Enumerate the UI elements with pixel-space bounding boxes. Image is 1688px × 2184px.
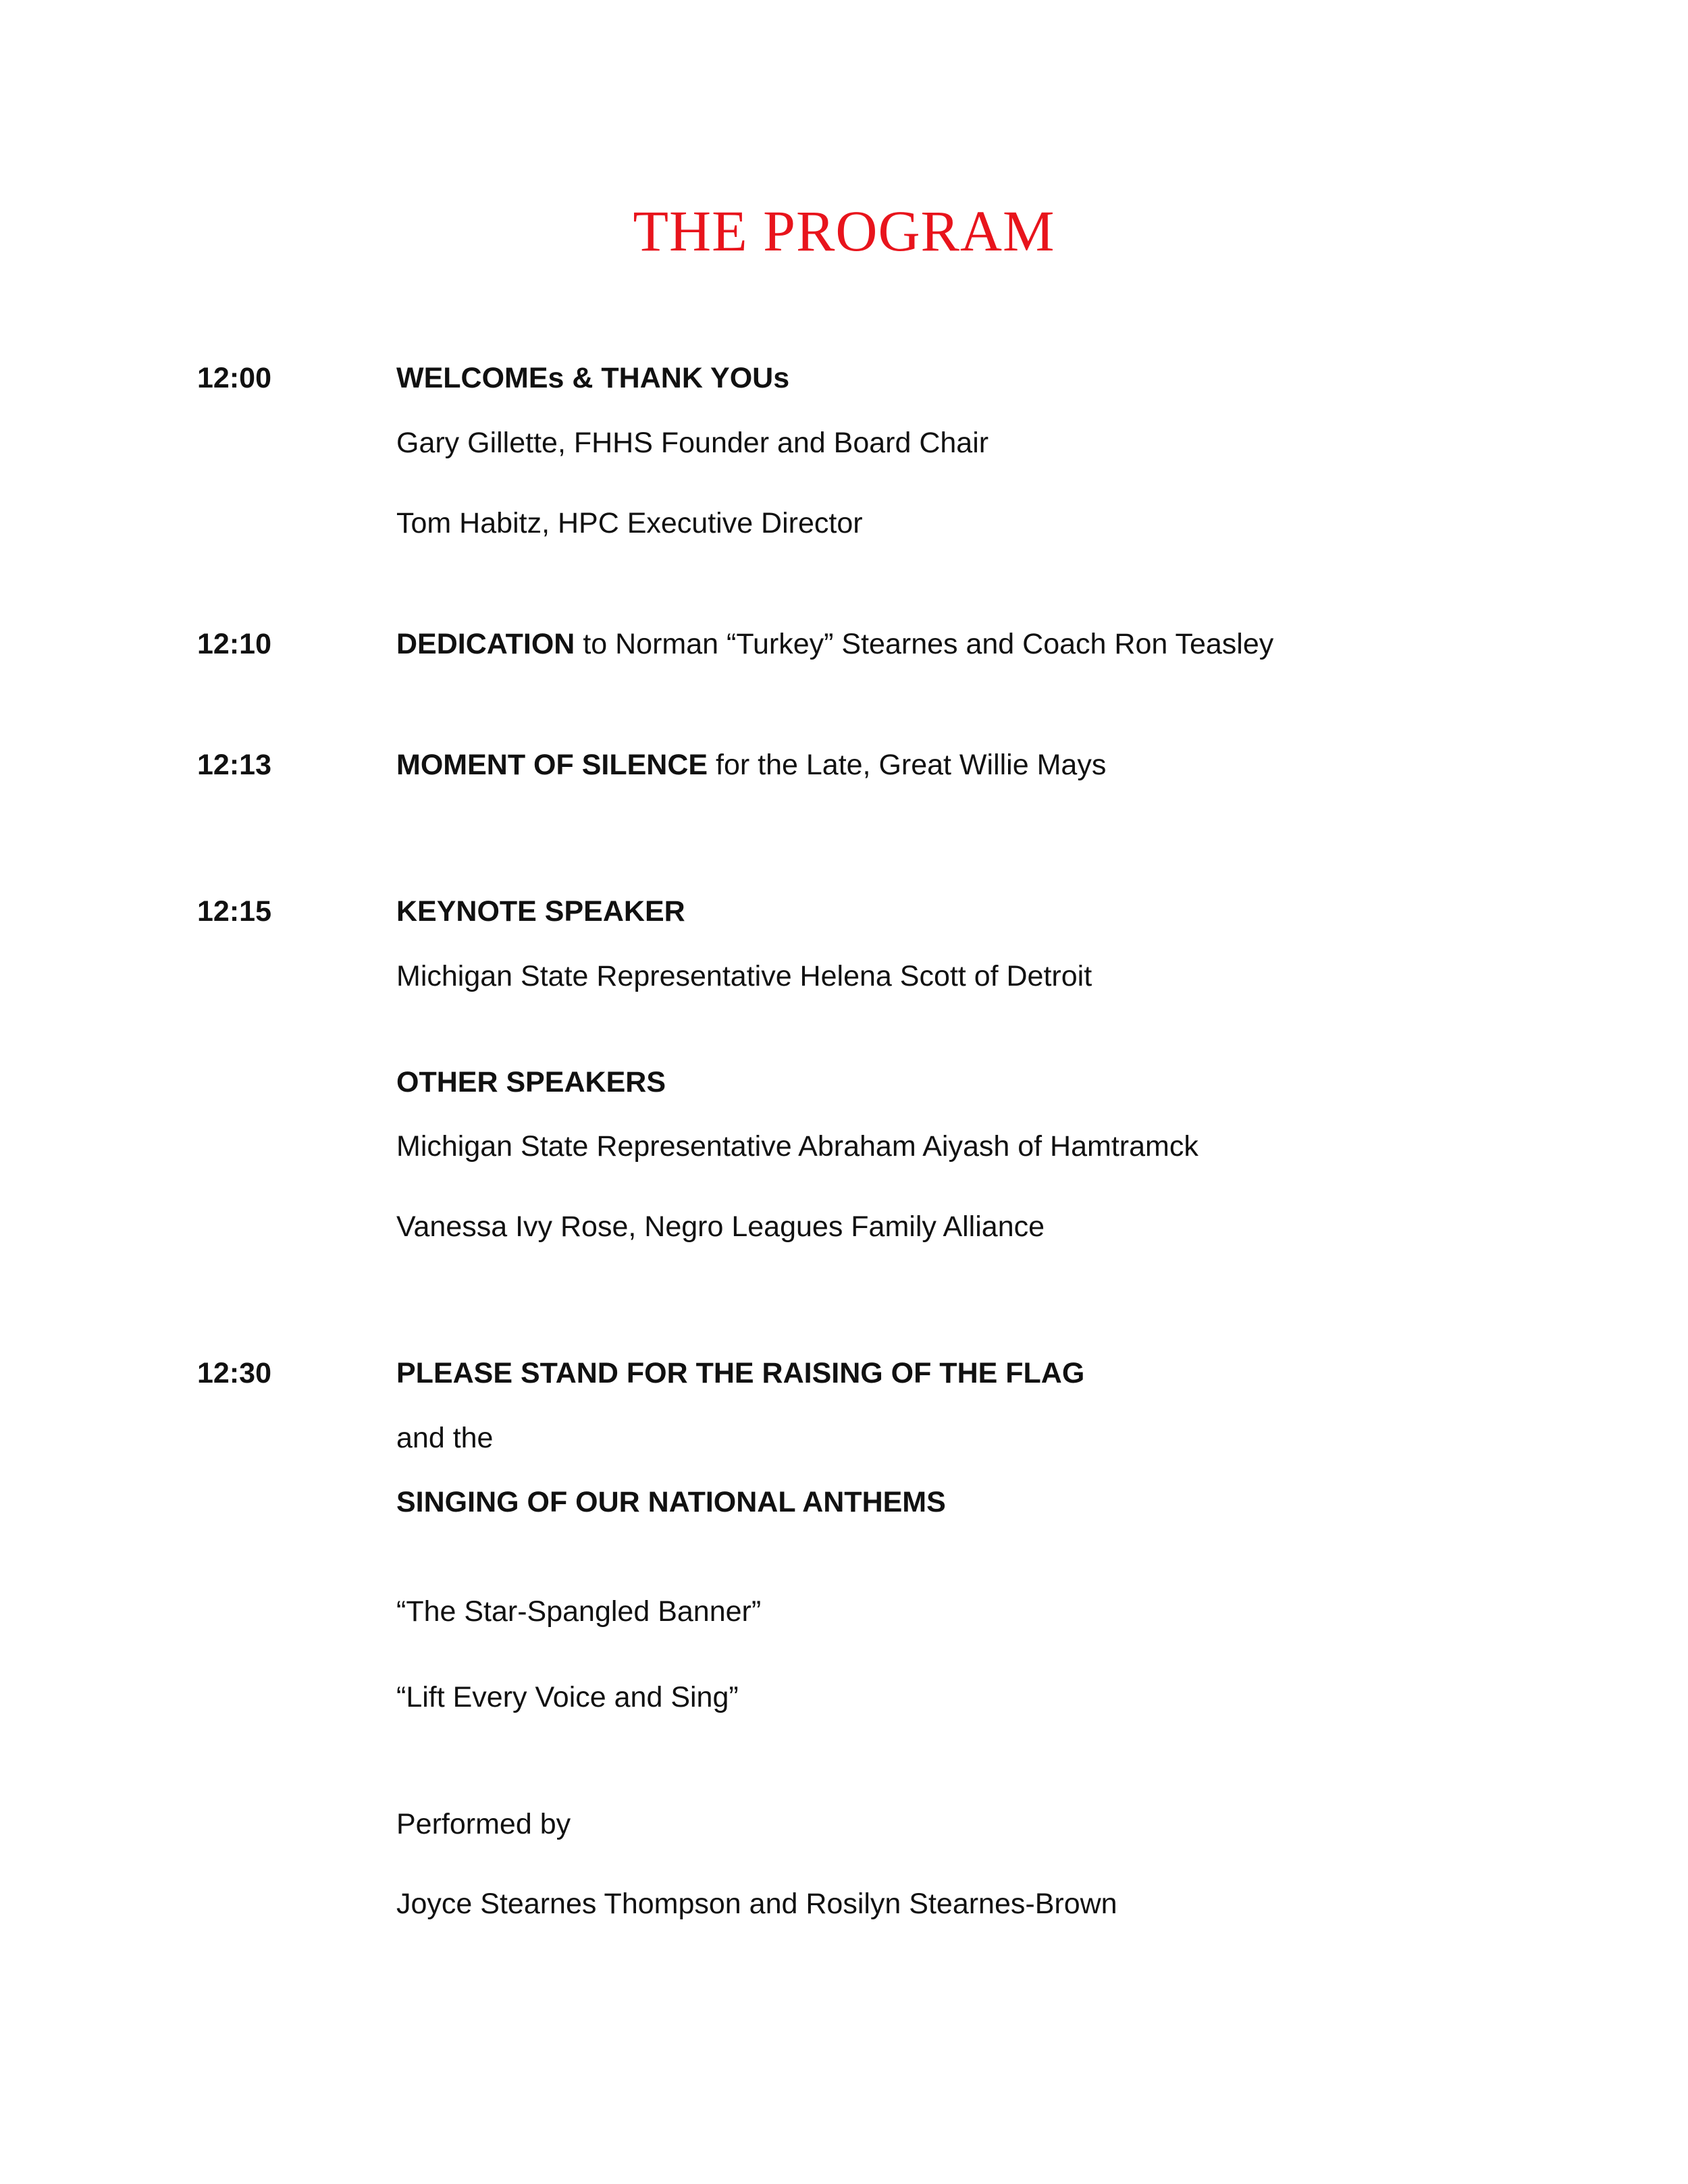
dedication-line: [396, 625, 1273, 663]
moment-of-silence-line: [396, 746, 1106, 784]
section-heading-keynote-speaker: KEYNOTE SPEAKER: [396, 895, 685, 928]
section-heading-dedication: DEDICATION: [396, 628, 575, 660]
time-12-00: 12:00: [197, 362, 271, 394]
time-12-10: 12:10: [197, 628, 271, 660]
time-12-15: 12:15: [197, 895, 271, 928]
page-title: THE PROGRAM: [633, 198, 1055, 263]
list-item: “The Star-Spangled Banner”: [396, 1595, 762, 1628]
list-item: Michigan State Representative Abraham Aiyash of Hamtramck: [396, 1130, 1198, 1163]
list-item: Michigan State Representative Helena Scott of Detroit: [396, 960, 1092, 992]
performers: Joyce Stearnes Thompson and Rosilyn Stearnes-Brown: [396, 1888, 1117, 1920]
list-item: Vanessa Ivy Rose, Negro Leagues Family Alliance: [396, 1210, 1045, 1243]
section-heading-national-anthems: SINGING OF OUR NATIONAL ANTHEMS: [396, 1486, 946, 1518]
list-item: Gary Gillette, FHHS Founder and Board Chair: [396, 427, 989, 459]
section-heading-other-speakers: OTHER SPEAKERS: [396, 1066, 666, 1098]
section-heading-flag-raising: PLEASE STAND FOR THE RAISING OF THE FLAG: [396, 1357, 1085, 1389]
section-heading-welcomes: WELCOMEs & THANK YOUs: [396, 362, 790, 394]
list-item: “Lift Every Voice and Sing”: [396, 1681, 739, 1713]
dedication-text: to Norman “Turkey” Stearnes and Coach Ron Teasley: [575, 628, 1274, 660]
section-heading-moment-of-silence: MOMENT OF SILENCE: [396, 749, 708, 781]
moment-of-silence-text: for the Late, Great Willie Mays: [708, 749, 1107, 781]
performed-by-label: Performed by: [396, 1808, 571, 1840]
connector-text: and the: [396, 1422, 494, 1454]
list-item: Tom Habitz, HPC Executive Director: [396, 507, 863, 539]
time-12-30: 12:30: [197, 1357, 271, 1389]
time-12-13: 12:13: [197, 749, 271, 781]
